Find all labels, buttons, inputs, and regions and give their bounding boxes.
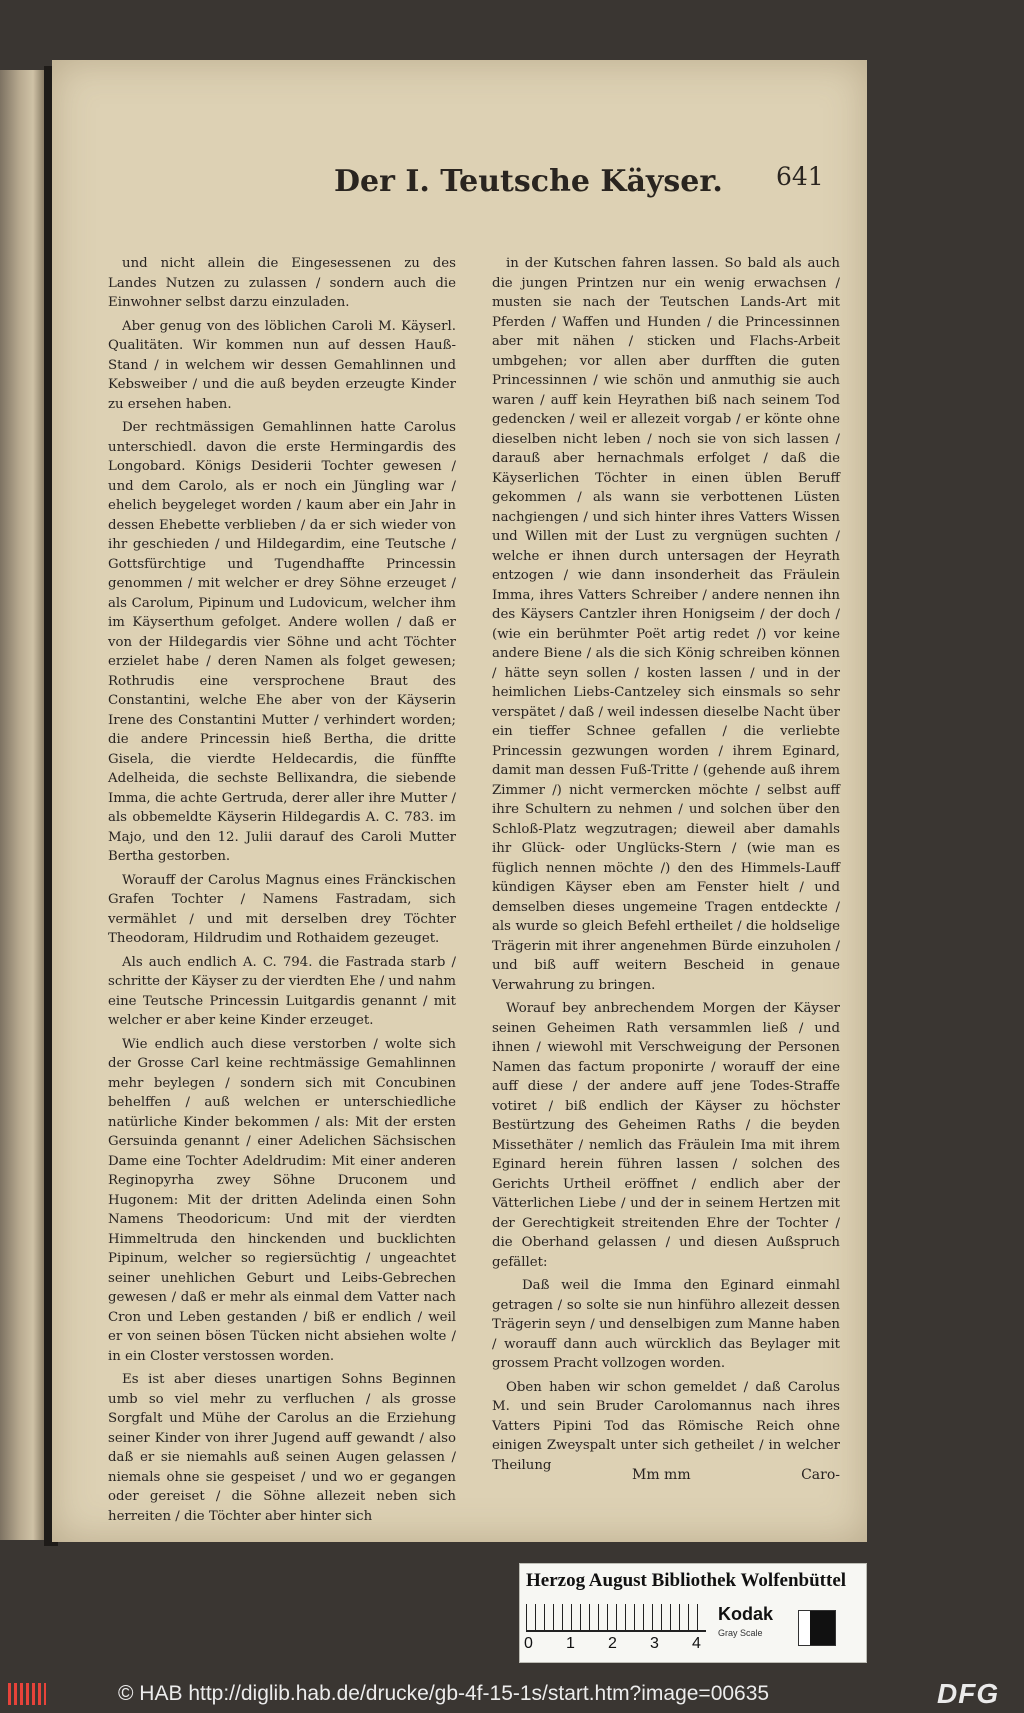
ruler-number: 2 bbox=[608, 1635, 617, 1652]
kodak-logo: Kodak bbox=[718, 1604, 774, 1624]
paragraph: Aber genug von des löblichen Caroli M. Käyserl. Qualitäten. Wir kommen nun auf dessen Hauß-Stand / in welchem wir dessen Gemahlinnen und Kebsweiber / und die auß beyden erzeugte Kinder zu ersehen haben. bbox=[108, 318, 456, 412]
ruler-number: 1 bbox=[566, 1635, 575, 1652]
scale-ruler bbox=[526, 1604, 706, 1632]
paragraph: in der Kutschen fahren lassen. So bald als auch die jungen Printzen nur ein wenig erwachsen / musten sie nach der Teutschen Lands-Art mit Pferden / Waffen und Hunden / die Princessinnen aber mit nähen / sticken und Flachs-Arbeit umbgehen; vor allen aber durfften die guten Princessinnen / wie schön und anmuthig sie auch waren / auff kein Heyrathen biß nach seinem Tod gedencken / weil er allezeit vorgab / er könte ohne dieselben nicht leben / noch sie von sich lassen / darauß aber hernachmals erfolget / daß die Käyserlichen Töchter in einen üblen Beruff gekommen / als wann sie verbottenen Lüsten nachgiengen / und sich hinter ihres Vatters Wissen und Willen mit der Lust zu vergnügen suchten / welche er ihnen durch untersagen der Heyrath entzogen / wie dann insonderheit das Fräulein Imma, ihres Vatters Schreiber / andere nennen ihn des Käysers Cantzler ihren Honigseim / der doch / (wie ein berühmter Poët artig redet /) vor keine andere Biene / als die sich König schreiben können / hätte seyn sollen / kosten lassen / und in der heimlichen Liebs-Cantzeley sich einsmals so sehr verspätet / daß / weil indessen dieselbe Nacht über ein tieffer Schnee gefallen / die verliebte Princessin gezwungen worden / ihrem Eginard, damit man dessen Fuß-Tritte / (gehende auß ihrem Zimmer /) nicht vermercken möchte / selbst auff ihre Schultern zu nehmen / und solchen über den Schloß-Platz wegzutragen; dieweil aber damahls ihr Glück- oder Unglücks-Stern / (wie man es füglich nennen möchte /) den des Himmels-Lauff kündigen Käyser eben am Fenster hielt / und demselben dieses ungemeine Tragen entdeckte / als wurde so gleich Befehl ertheilet / die holdselige Trägerin mit ihrer angenehmen Bürde einzuholen / und biß auff weitern Bescheid in genaue Verwahrung zu bringen. bbox=[492, 256, 840, 993]
ruler-number: 3 bbox=[650, 1635, 659, 1652]
paragraph: Wie endlich auch diese verstorben / wolte sich der Grosse Carl keine rechtmässige Gemahlinnen mehr beylegen / sondern sich mit Concubinen behelffen / auß welchen er unterschiedliche natürliche Kinder bekommen / als: Mit der ersten Gersuinda genannt / einer Adelichen Sächsischen Dame eine Tochter Adeldrudim: Mit einer anderen Reginopyrha zwey Söhne Druconem und Hugonem: Mit der dritten Adelinda einen Sohn Namens Theodoricum: Und mit der vierdten Himmeltruda den hinckenden und bucklichten Pipinum, welcher so regiersüchtig / ungeachtet seiner unehlichen Geburt und Leibs-Gebrechen gewesen / daß er mehr als einmal dem Vatter nach Cron und Leben gestanden / biß er endlich / weil er von seinen bösen Tücken nicht absiehen wolte / in ein Closter verstossen worden. bbox=[108, 1036, 456, 1364]
adjacent-page-edge bbox=[0, 70, 44, 1540]
signature-mark: Mm mm bbox=[632, 1467, 691, 1483]
dfg-logo: DFG bbox=[937, 1678, 1000, 1709]
library-name: Herzog August Bibliothek Wolfenbüttel bbox=[526, 1570, 847, 1591]
gray-patch-icon bbox=[798, 1610, 836, 1646]
gray-scale-label: Gray Scale bbox=[718, 1628, 763, 1638]
paragraph: Als auch endlich A. C. 794. die Fastrada starb / schritte der Käyser zu der vierdten Ehe / und nahm eine Teutsche Princessin Luitgardis genannt / mit welcher er aber keine Kinder erzeuget. bbox=[108, 954, 456, 1028]
ruler-number: 4 bbox=[692, 1635, 701, 1652]
paragraph: und nicht allein die Eingesessenen zu des Landes Nutzen zu zulassen / sondern auch die Einwohner selbst darzu einzuladen. bbox=[108, 256, 456, 310]
credit-link[interactable]: © HAB http://diglib.hab.de/drucke/gb-4f-15-1s/start.htm?image=00635 bbox=[118, 1682, 770, 1705]
running-title: Der I. Teutsche Käyser. bbox=[334, 164, 723, 199]
page-number: 641 bbox=[776, 162, 824, 191]
paragraph: Der rechtmässigen Gemahlinnen hatte Carolus unterschiedl. davon die erste Hermingardis des Longobard. Königs Desiderii Tochter gewesen / und dem Carolo, als er noch ein Jüngling war / ehelich beygeleget worden / kaum aber ein Jahr in dessen Ehebette verblieben / da er sich wieder von ihr geschieden / und Hildegardim, eine Teutsche / Gottsfürchtige und Tugendhaffte Princessin genommen / mit welcher er drey Söhne erzeuget / als Carolum, Pipinum und Ludovicum, welcher ihm im Käyserthum gefolget. Andere wollen / daß er von der Hildegardis vier Söhne und acht Töchter erzielet habe / deren Namen als folget gewesen; Rothrudis eine versprochene Braut des Constantini, welche Ehe aber von der Käyserin Irene des Constantini Mutter / verhindert worden; die andere Princessin hieß Bertha, die dritte Gisela, die vierdte Heldecardis, die fünffte Adelheida, die sechste Bellixandra, die siebende Imma, die achte Gertruda, derer aller ihre Mutter / als obbemeldte Käyserin Hildegardis A. C. 783. im Majo, und den 12. Julii darauf des Caroli Mutter Bertha gestorben. bbox=[108, 420, 456, 864]
quoted-judgement: Daß weil die Imma den Eginard einmahl getragen / so solte sie nun hinführo allezeit dessen Trägerin seyn / und denselbigen zum Manne haben / worauff dann auch würcklich das Beylager mit grossem Pracht vollzogen worden. bbox=[492, 1278, 840, 1371]
barcode-icon bbox=[8, 1683, 46, 1705]
page-header bbox=[108, 160, 828, 208]
page-footer-marks bbox=[492, 1467, 840, 1489]
paragraph: Oben haben wir schon gemeldet / daß Carolus M. und sein Bruder Carolomannus nach ihres Vatters Pipini Tod das Römische Reich ohne einigen Zweyspalt unter sich getheilet / in welcher Theilung bbox=[492, 1379, 840, 1473]
viewer-footer bbox=[0, 1673, 1024, 1713]
page-content bbox=[108, 160, 840, 1524]
right-column bbox=[492, 254, 840, 1479]
paragraph: Worauff der Carolus Magnus eines Fränckischen Grafen Tochter / Namens Fastradam, sich vermählet / und mit derselben drey Töchter Theodoram, Hildrudim und Rothaidem gezeuget. bbox=[108, 872, 456, 946]
kodak-gray-scale bbox=[716, 1604, 856, 1650]
catchword: Caro- bbox=[801, 1467, 840, 1483]
book-page bbox=[52, 60, 867, 1542]
paragraph: Es ist aber dieses unartigen Sohns Beginnen umb so viel mehr zu verfluchen / als grosse Sorgfalt und Mühe der Carolus an die Erziehung seiner Kinder von ihrer Jugend auff gewandt / also daß er sie niemahls auß seinen Augen gelassen / niemals ohne sie gespeiset / und wo er gegangen oder gereiset / die Söhne allezeit neben sich herreiten / die Töchter aber hinter sich bbox=[108, 1372, 456, 1524]
ruler-number: 0 bbox=[524, 1635, 533, 1652]
paragraph: Worauf bey anbrechendem Morgen der Käyser seinen Geheimen Rath versammlen ließ / und ihnen / wiewohl mit Verschweigung der Personen Namen das factum proponirte / worauff der eine auff diese / der andere auff jene Todes-Straffe votiret / biß endlich der Käyser zu höchster Bestürtzung des Geheimen Raths / die beyden Missethäter / nemlich das Fräulein Ima mit ihrem Eginard herein führen lassen / solchen des Gerichts Urtheil eröffnet / endlich aber der Vätterlichen Liebe / und der in seinem Hertzen mit der Gerechtigkeit streitenden Ehre der Tochter / die Oberhand gelassen / und diesen Außspruch gefället: bbox=[492, 1001, 840, 1270]
color-target-card bbox=[519, 1563, 867, 1663]
left-column bbox=[108, 254, 456, 1530]
